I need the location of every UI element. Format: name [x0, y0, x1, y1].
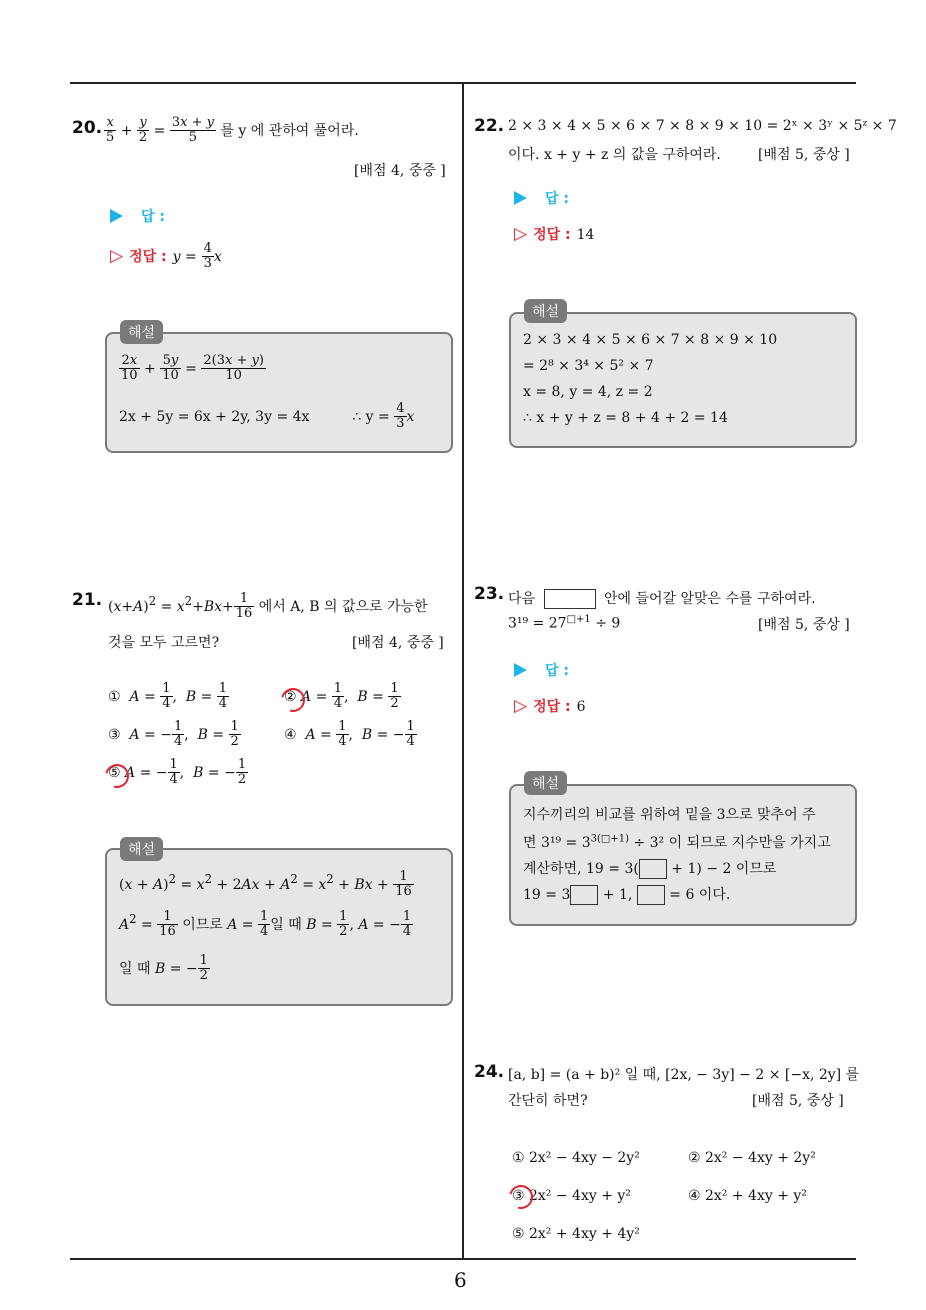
question-number: 24. — [474, 1062, 505, 1082]
blank-box — [637, 885, 665, 905]
solution-box — [105, 848, 453, 1006]
solution-line: $A^2$ = $\frac{1}{16}$ 이므로 A = $\frac{1}{4}$ 일 때 B = $\frac{1}{2}$ , A = − $\frac{1}{4}$ — [119, 909, 412, 940]
correct-answer: ▷ 정답 : 6 — [514, 696, 586, 716]
solution-tag: 해설 — [120, 320, 163, 344]
solution-line: = 2⁸ × 3⁴ × 5² × 7 — [523, 358, 654, 374]
choice-4[interactable]: ④ A = $\frac{1}{4}$ , B = − $\frac{1}{4}$ — [284, 719, 415, 750]
answer-label: 답 : — [110, 206, 165, 226]
triangle-icon — [110, 209, 123, 223]
question-stem: 2 × 3 × 4 × 5 × 6 × 7 × 8 × 9 × 10 = 2ˣ × 3ʸ × 5ᶻ × 7 — [508, 118, 897, 134]
solution-tag: 해설 — [120, 837, 163, 861]
triangle-icon — [514, 191, 527, 205]
page-number: 6 — [454, 1268, 467, 1292]
choice-2[interactable]: ② 2x² − 4xy + 2y² — [688, 1150, 816, 1166]
solution-line: x = 8, y = 4, z = 2 — [523, 384, 653, 400]
outline-triangle-icon: ▷ — [514, 224, 528, 244]
question-stem: 다음 안에 들어갈 알맞은 수를 구하여라. — [508, 591, 816, 607]
solution-box — [509, 312, 857, 448]
outline-triangle-icon: ▷ — [110, 245, 124, 266]
solution-tag: 해설 — [524, 299, 567, 323]
blank-box — [544, 589, 596, 609]
solution-line: 계산하면, 19 = 3( + 1) − 2 이므로 — [523, 861, 777, 877]
question-meta: [배점 5, 중상 ] — [752, 1093, 844, 1109]
outline-triangle-icon: ▷ — [514, 696, 528, 716]
blank-box — [570, 885, 598, 905]
question-number: 21. — [72, 590, 103, 610]
correct-answer: ▷ 정답 : 14 — [514, 224, 595, 244]
choice-1[interactable]: ① A = $\frac{1}{4}$ , B = $\frac{1}{4}$ — [108, 681, 228, 712]
correct-answer: ▷ 정답 : y = $\frac{4}{3}$ x — [110, 241, 222, 272]
solution-line: 지수끼리의 비교를 위하여 밑을 3으로 맞추어 주 — [523, 807, 816, 823]
choice-3[interactable]: ③ 2x² − 4xy + y² — [512, 1188, 631, 1204]
choice-5[interactable]: ⑤ 2x² + 4xy + 4y² — [512, 1226, 640, 1242]
question-stem: [a, b] = (a + b)² 일 때, [2x, − 3y] − 2 × [−x, 2y] 를 — [508, 1067, 860, 1083]
question-meta: [배점 4, 중중 ] — [354, 163, 446, 179]
solution-box — [105, 332, 453, 453]
solution-tag: 해설 — [524, 771, 567, 795]
choice-4[interactable]: ④ 2x² + 4xy + y² — [688, 1188, 807, 1204]
question-stem-2: $3^{19} = 27^{□+1} \div 9$ — [508, 614, 621, 632]
solution-box — [509, 784, 857, 926]
solution-line: 면 $3^{19} = 3^{3(□+1)} \div 3^2$ 이 되므로 지수만을 가지고 — [523, 833, 831, 851]
question-stem-2: 간단히 하면? — [508, 1093, 588, 1109]
answer-label: 답 : — [514, 660, 569, 680]
selected-mark-icon — [505, 1181, 538, 1214]
solution-line: $(x + A)^2 = x^2 + 2Ax + A^2 = x^2 + Bx$ + $\frac{1}{16}$ — [119, 869, 412, 900]
choice-5[interactable]: ⑤ A = − $\frac{1}{4}$ , B = − $\frac{1}{2}$ — [108, 757, 247, 788]
question-number: 22. — [474, 116, 505, 136]
choice-2[interactable]: ② A = $\frac{1}{4}$ , B = $\frac{1}{2}$ — [284, 681, 399, 712]
question-number: 20. — [72, 118, 103, 138]
question-stem: $(x+A)^2 = x^2+Bx+$ $\frac{1}{16}$ 에서 A, B 의 값으로 가능한 — [108, 591, 428, 622]
bottom-rule — [70, 1258, 856, 1260]
choice-3[interactable]: ③ A = − $\frac{1}{4}$ , B = $\frac{1}{2}$ — [108, 719, 239, 750]
solution-line: 2 × 3 × 4 × 5 × 6 × 7 × 8 × 9 × 10 — [523, 332, 778, 348]
triangle-icon — [514, 663, 527, 677]
solution-line: 19 = 3 + 1, = 6 이다. — [523, 887, 731, 903]
question-meta: [배점 5, 중상 ] — [758, 617, 850, 633]
question-meta: [배점 4, 중중 ] — [352, 635, 444, 651]
answer-label: 답 : — [514, 188, 569, 208]
question-number: 23. — [474, 584, 505, 604]
blank-box — [639, 859, 667, 879]
solution-line: 2x + 5y = 6x + 2y, 3y = 4x ∴ y = $\frac{4}{3}$ x — [119, 401, 415, 432]
column-divider — [462, 82, 464, 1260]
choice-1[interactable]: ① 2x² − 4xy − 2y² — [512, 1150, 640, 1166]
question-stem-2: 이다. x + y + z 의 값을 구하여라. — [508, 147, 721, 163]
solution-line: ∴ x + y + z = 8 + 4 + 2 = 14 — [523, 410, 728, 426]
solution-line: 일 때 B = − $\frac{1}{2}$ — [119, 953, 208, 984]
question-stem: $\frac{x}{5}$ + $\frac{y}{2}$ = $\frac{3x + y}{5}$ 를 y 에 관하여 풀어라. — [106, 115, 359, 146]
question-stem-2: 것을 모두 고르면? — [108, 635, 220, 651]
question-meta: [배점 5, 중상 ] — [758, 147, 850, 163]
solution-line: $\frac{2x}{10}$ + $\frac{5y}{10}$ = $\frac{2(3x + y)}{10}$ — [121, 353, 264, 384]
